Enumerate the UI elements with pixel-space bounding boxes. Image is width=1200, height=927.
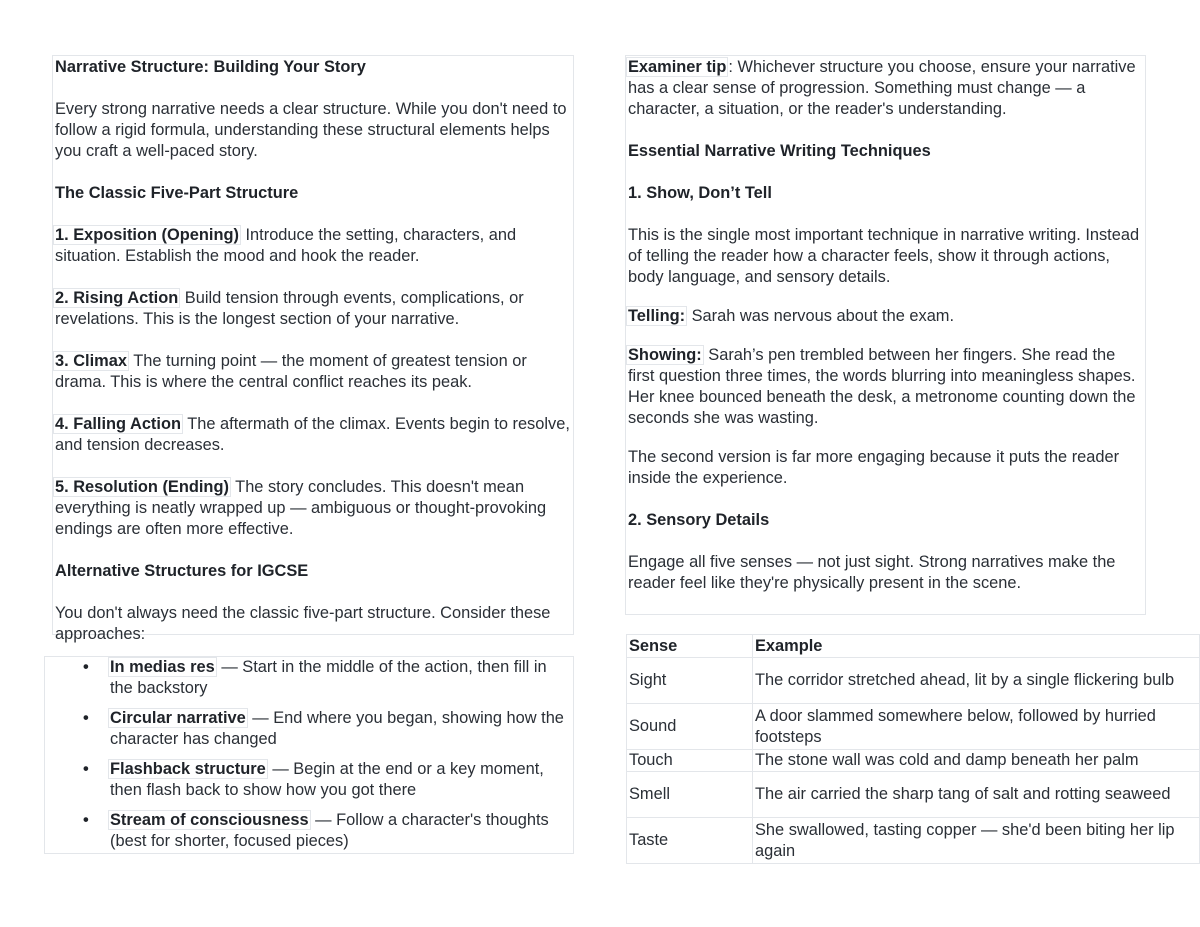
- alt-text: — Begin at the end or a key moment, then flash back to show how you got there: [110, 760, 544, 799]
- part-rising-action: [55, 288, 570, 330]
- table-row: [627, 750, 1200, 772]
- example-cell: The stone wall was cold and damp beneath her palm: [753, 750, 1200, 772]
- sense-cell: Sound: [627, 704, 753, 750]
- techniques-section: [625, 55, 1146, 615]
- telling-example: [628, 306, 1142, 327]
- part-text: The aftermath of the climax. Events begin to resolve, and tension decreases.: [55, 415, 570, 454]
- classic-structure-heading: The Classic Five-Part Structure: [55, 184, 299, 202]
- list-item: [48, 657, 570, 699]
- part-term: 4. Falling Action: [55, 415, 181, 433]
- example-cell: She swallowed, tasting copper — she'd been biting her lip again: [753, 818, 1200, 864]
- part-text: Build tension through events, complications, or revelations. This is the longest section of your narrative.: [55, 289, 524, 328]
- show-dont-tell-heading: 1. Show, Don’t Tell: [628, 184, 772, 202]
- table-header-row: [627, 635, 1200, 658]
- alt-term: In medias res: [110, 658, 215, 676]
- telling-text: Sarah was nervous about the exam.: [687, 307, 955, 325]
- second-version-paragraph: The second version is far more engaging because it puts the reader inside the experience.: [628, 448, 1120, 487]
- show-intro: This is the single most important technique in narrative writing. Instead of telling the reader how a character feels, show it through actions, body language, and sensory details.: [628, 226, 1140, 286]
- alt-term: Flashback structure: [110, 760, 266, 778]
- alt-term: Stream of consciousness: [110, 811, 309, 829]
- sensory-details-heading: 2. Sensory Details: [628, 511, 770, 529]
- part-text: The story concludes. This doesn't mean everything is neatly wrapped up — ambiguous or thought-provoking endings are often more effective.: [55, 478, 547, 538]
- showing-example: [628, 345, 1142, 429]
- column-header: Example: [753, 635, 1200, 658]
- sense-cell: Touch: [627, 750, 753, 772]
- table-row: [627, 658, 1200, 704]
- intro-paragraph: Every strong narrative needs a clear structure. While you don't need to follow a rigid formula, understanding these structural elements helps you craft a well-paced story.: [55, 100, 567, 160]
- list-item: [48, 708, 570, 750]
- sense-cell: Sight: [627, 658, 753, 704]
- part-resolution: [55, 477, 570, 540]
- part-text: Introduce the setting, characters, and situation. Establish the mood and hook the reader.: [55, 226, 517, 265]
- examiner-tip: [628, 57, 1142, 120]
- example-cell: A door slammed somewhere below, followed by hurried footsteps: [753, 704, 1200, 750]
- table-row: [627, 818, 1200, 864]
- alt-term: Circular narrative: [110, 709, 246, 727]
- alt-text: — Follow a character's thoughts (best for shorter, focused pieces): [110, 811, 549, 850]
- alt-text: — Start in the middle of the action, then fill in the backstory: [110, 658, 547, 697]
- part-term: 5. Resolution (Ending): [55, 478, 229, 496]
- tip-term: Examiner tip: [628, 58, 727, 76]
- senses-table: [626, 634, 1200, 864]
- part-falling-action: [55, 414, 570, 456]
- table-row: [627, 704, 1200, 750]
- structure-section: [52, 55, 574, 643]
- sense-cell: Taste: [627, 818, 753, 864]
- example-cell: The air carried the sharp tang of salt and rotting seaweed: [753, 772, 1200, 818]
- techniques-heading: Essential Narrative Writing Techniques: [628, 142, 931, 160]
- list-item: [48, 810, 570, 852]
- showing-text: Sarah’s pen trembled between her fingers. She read the first question three times, the words blurring into meaningless shapes. Her knee bounced beneath the desk, a metronome counting down the seconds she was wasting.: [628, 346, 1136, 427]
- showing-term: Showing:: [628, 346, 702, 364]
- section-title: Narrative Structure: Building Your Story: [55, 58, 366, 76]
- part-term: 1. Exposition (Opening): [55, 226, 239, 244]
- alternative-structures-list: [44, 656, 574, 854]
- alternative-structures-heading: Alternative Structures for IGCSE: [55, 562, 309, 580]
- alternative-intro: You don't always need the classic five-part structure. Consider these approaches:: [55, 604, 551, 643]
- part-term: 3. Climax: [55, 352, 127, 370]
- part-term: 2. Rising Action: [55, 289, 179, 307]
- alt-text: — End where you began, showing how the character has changed: [110, 709, 564, 748]
- list-item: [48, 759, 570, 801]
- sense-cell: Smell: [627, 772, 753, 818]
- part-text: The turning point — the moment of greatest tension or drama. This is where the central conflict reaches its peak.: [55, 352, 527, 391]
- table-row: [627, 772, 1200, 818]
- column-header: Sense: [627, 635, 753, 658]
- sensory-intro: Engage all five senses — not just sight. Strong narratives make the reader feel like they're physically present in the scene.: [628, 553, 1116, 592]
- part-climax: [55, 351, 570, 393]
- example-cell: The corridor stretched ahead, lit by a single flickering bulb: [753, 658, 1200, 704]
- telling-term: Telling:: [628, 307, 686, 325]
- part-exposition: [55, 225, 570, 267]
- tip-text: : Whichever structure you choose, ensure your narrative has a clear sense of progression. Something must change — a character, a situation, or the reader's understanding.: [628, 58, 1136, 118]
